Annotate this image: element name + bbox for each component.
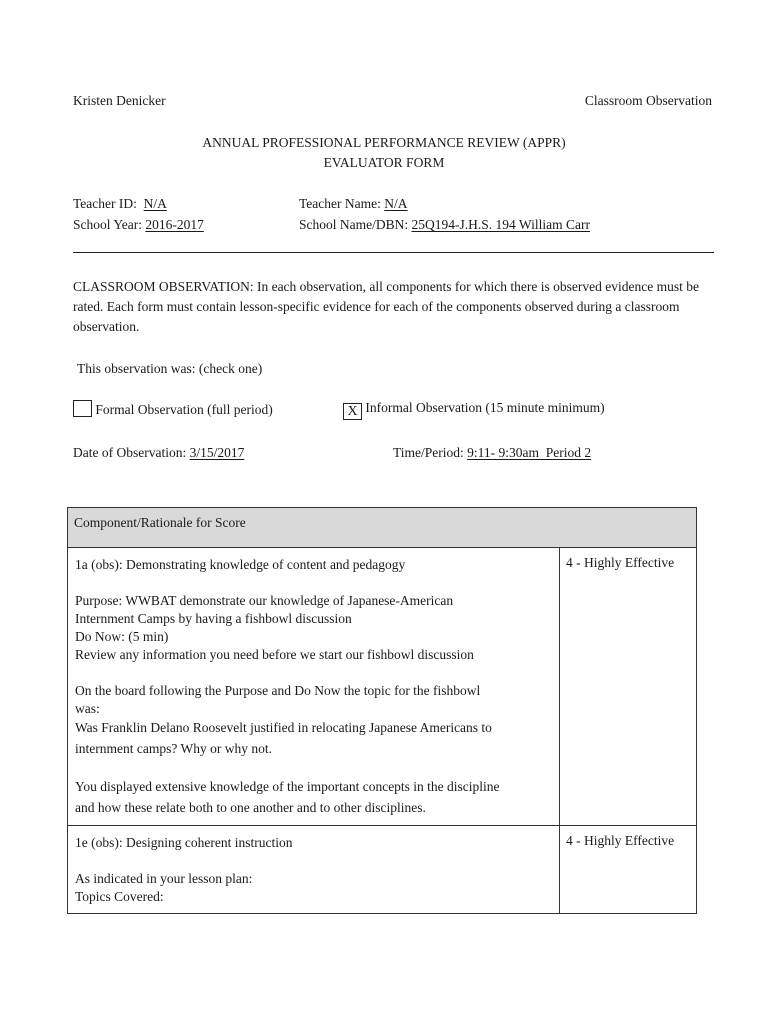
teacher-id-field: [73, 196, 167, 212]
question-line: Was Franklin Delano Roosevelt justified in relocating Japanese Americans to: [75, 720, 492, 735]
observation-date-label: Date of Observation:: [73, 445, 187, 460]
informal-observation-label: Informal Observation (15 minute minimum): [365, 400, 605, 415]
school-name-label: School Name/DBN:: [299, 217, 409, 232]
component-title: 1a (obs): Demonstrating knowledge of content and pedagogy: [75, 557, 406, 572]
formal-observation-label: Formal Observation (full period): [95, 402, 273, 417]
form-title: ANNUAL PROFESSIONAL PERFORMANCE REVIEW (APPR): [202, 135, 566, 150]
board-line: On the board following the Purpose and Do Now the topic for the fishbowl: [75, 683, 481, 698]
observation-type-prompt: This observation was: (check one): [77, 361, 263, 376]
topics-line: Topics Covered:: [75, 889, 164, 904]
question-line: internment camps? Why or why not.: [75, 740, 272, 756]
time-period-label: Time/Period:: [393, 445, 464, 460]
feedback-line: and how these relate both to one another and to other disciplines.: [75, 799, 426, 815]
review-line: Review any information you need before we start our fishbowl discussion: [75, 647, 474, 662]
formal-observation-checkbox[interactable]: [73, 400, 92, 417]
lesson-plan-line: As indicated in your lesson plan:: [75, 871, 253, 886]
document-type: Classroom Observation: [584, 93, 712, 108]
teacher-name-value: N/A: [384, 196, 408, 211]
component-cell: [68, 826, 560, 914]
board-line: was:: [75, 701, 100, 716]
score-cell: 4 - Highly Effective: [560, 826, 697, 914]
school-year-label: School Year:: [73, 217, 143, 232]
form-subtitle: EVALUATOR FORM: [323, 155, 445, 170]
teacher-id-value: N/A: [143, 196, 167, 211]
instructions-text: CLASSROOM OBSERVATION: In each observation, all components for which there is observed evidence must be rated. Each form must contain lesson-specific evidence for each of the components observed during a classroom observation.: [73, 279, 699, 334]
formal-observation-option[interactable]: [73, 400, 273, 418]
school-year-value: 2016-2017: [145, 217, 204, 232]
purpose-line: Internment Camps by having a fishbowl discussion: [75, 611, 352, 626]
score-cell: 4 - Highly Effective: [560, 548, 697, 826]
table-row: [68, 548, 697, 826]
do-now-line: Do Now: (5 min): [75, 629, 169, 644]
school-name-value: 25Q194-J.H.S. 194 William Carr: [411, 217, 590, 232]
observation-date-field: [73, 445, 244, 461]
observation-date-value: 3/15/2017: [189, 445, 245, 460]
divider: [73, 252, 714, 253]
teacher-name-label: Teacher Name:: [299, 196, 381, 211]
teacher-id-label: Teacher ID:: [73, 196, 137, 211]
informal-observation-option[interactable]: [343, 400, 605, 420]
informal-observation-checkbox[interactable]: X: [343, 403, 362, 420]
school-year-field: [73, 217, 204, 233]
teacher-name-field: [299, 196, 408, 212]
component-cell: [68, 548, 560, 826]
feedback-line: You displayed extensive knowledge of the important concepts in the discipline: [75, 779, 500, 794]
component-rating-table: [67, 507, 697, 914]
author-name: Kristen Denicker: [73, 93, 166, 108]
table-row: [68, 826, 697, 914]
time-period-value: 9:11- 9:30am Period 2: [467, 445, 592, 460]
purpose-line: Purpose: WWBAT demonstrate our knowledge of Japanese-American: [75, 593, 454, 608]
time-period-field: [393, 445, 591, 461]
table-header: Component/Rationale for Score: [68, 508, 697, 548]
school-name-field: [299, 217, 590, 233]
component-title: 1e (obs): Designing coherent instruction: [75, 835, 293, 850]
